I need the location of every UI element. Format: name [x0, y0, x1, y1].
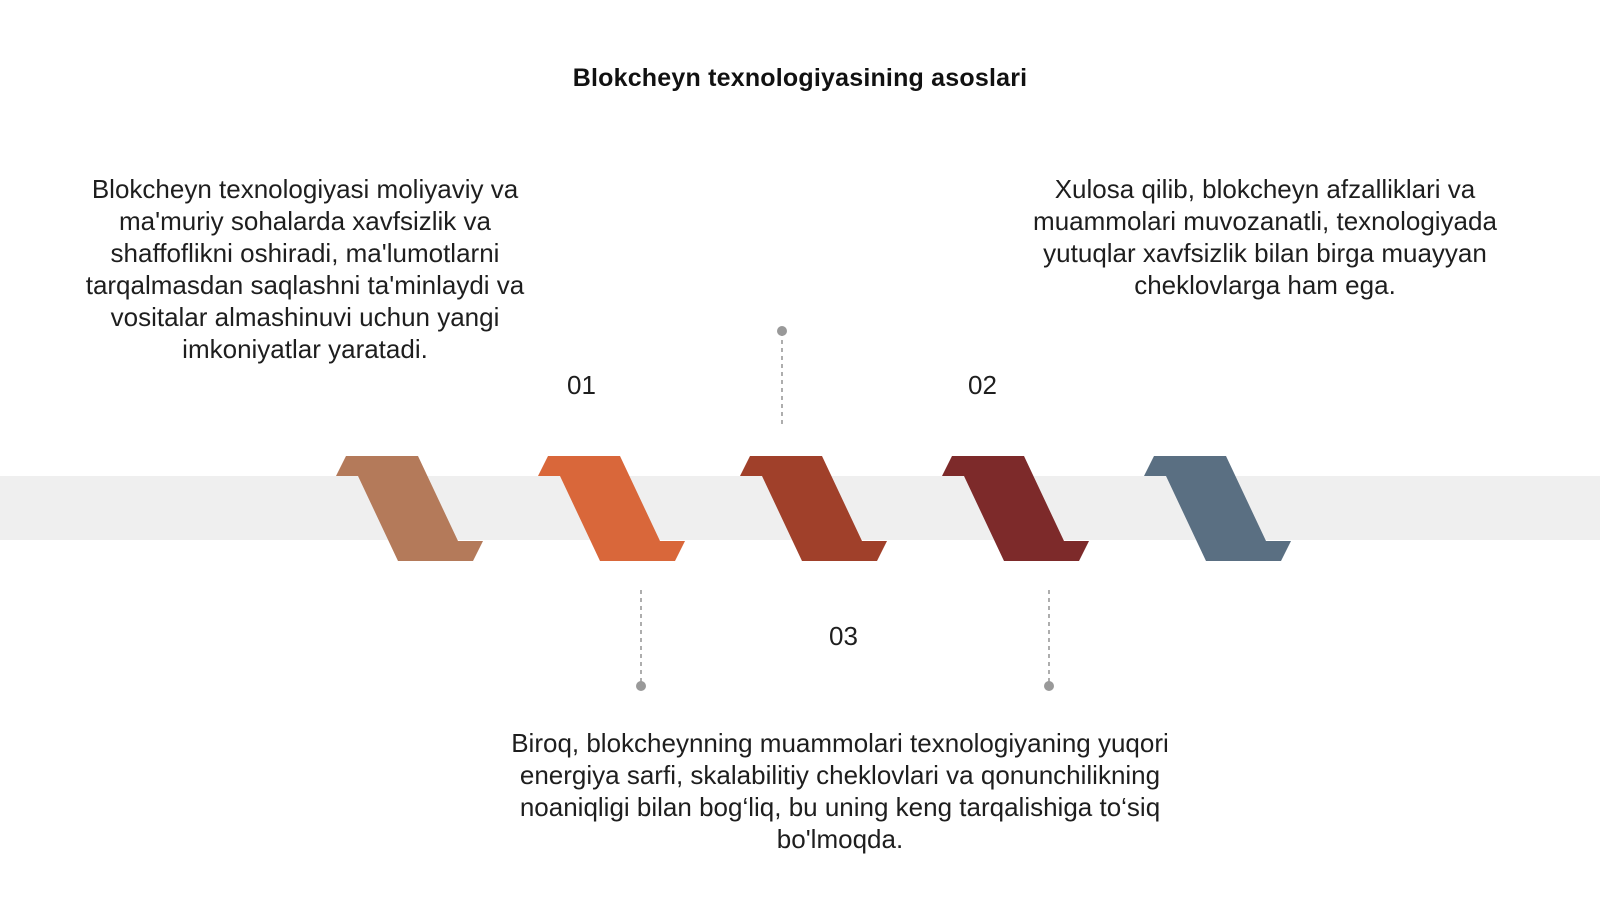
step-3-text: Biroq, blokcheynning muammolari texnologiyaning yuqori energiya sarfi, skalabilitiy cheklovlari va qonunchilikning noaniqligi bilan bog‘liq, bu uning keng tarqalishiga to‘siq bo'lmoqda.	[511, 728, 1169, 854]
connector-dot	[777, 326, 787, 336]
connector-dot	[1044, 681, 1054, 691]
timeline-chevron-5	[1144, 456, 1291, 561]
timeline-chevron-3	[740, 456, 887, 561]
timeline-chevron-4	[942, 456, 1089, 561]
step-2-number: 02	[968, 370, 997, 400]
page-title: Blokcheyn texnologiyasining asoslari	[572, 64, 1028, 92]
timeline-chevron-1	[336, 456, 483, 561]
step-1-number: 01	[567, 370, 596, 400]
step-1-text: Blokcheyn texnologiyasi moliyaviy va ma'muriy sohalarda xavfsizlik va shaffoflikni oshiradi, ma'lumotlarni tarqalmasdan saqlashni ta'minlaydi va vositalar almashinuvi uchun yangi imkoniyatlar yaratadi.	[85, 174, 525, 364]
step-2-text: Xulosa qilib, blokcheyn afzalliklari va muammolari muvozanatli, texnologiyada yutuqlar xavfsizlik bilan birga muayyan cheklovlarga ham ega.	[1033, 174, 1497, 300]
connector-dot	[636, 681, 646, 691]
step-3-number: 03	[829, 621, 858, 651]
timeline-chevron-2	[538, 456, 685, 561]
